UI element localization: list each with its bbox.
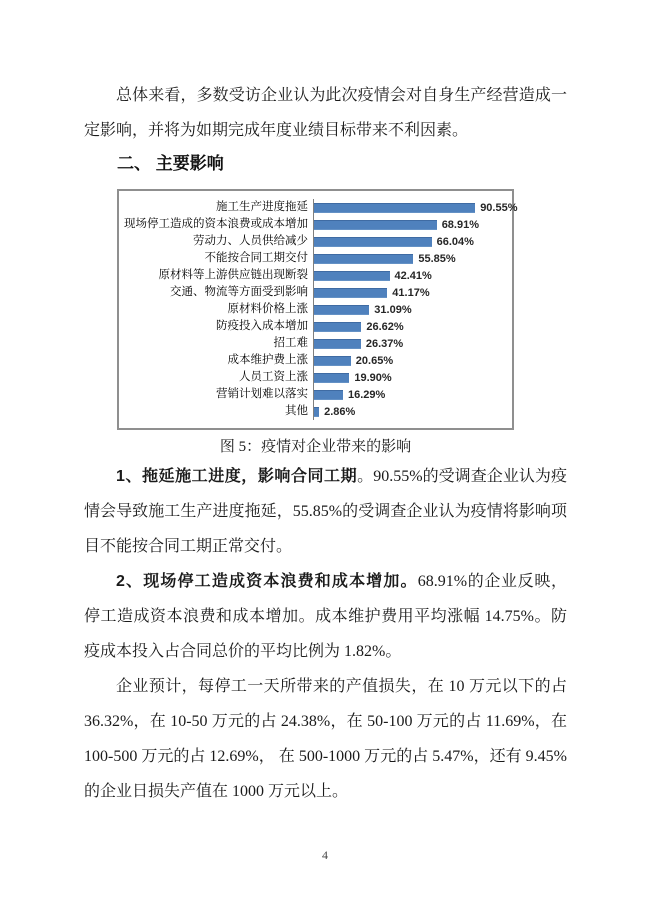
chart-bar	[314, 203, 475, 213]
chart-value-label: 66.04%	[436, 235, 474, 248]
chart-bar	[314, 356, 351, 366]
chart-bar-track	[313, 284, 512, 301]
chart-row	[119, 216, 512, 233]
chart-bar-track	[313, 301, 512, 318]
chart-category-label: 原材料等上游供应链出现断裂	[158, 269, 308, 281]
chart-bar	[314, 288, 387, 298]
chart-category-label: 招工难	[273, 337, 308, 349]
chart-row	[119, 250, 512, 267]
chart-bar	[314, 322, 361, 332]
chart-row	[119, 386, 512, 403]
chart-category-label: 原材料价格上涨	[227, 303, 308, 315]
body-paragraph: 1、拖延施工进度，影响合同工期。90.55%的受调查企业认为疫情会导致施工生产进度拖延，55.85%的受调查企业认为疫情将影响项目不能按合同工期正常交付。	[84, 468, 567, 555]
chart-bar-track	[313, 267, 512, 284]
paragraph-bold-lead: 2、现场停工造成资本浪费和成本增加。	[116, 573, 418, 590]
chart-value-label: 26.37%	[365, 337, 404, 350]
chart-value-label: 55.85%	[418, 252, 456, 265]
chart-category-label: 其他	[285, 405, 308, 417]
chart-row	[119, 352, 512, 369]
chart-category-label: 交通、物流等方面受到影响	[170, 286, 308, 298]
chart-bar-track	[313, 352, 512, 369]
paragraph-bold-lead: 1、拖延施工进度，影响合同工期	[116, 468, 358, 485]
chart-bar	[314, 407, 319, 417]
chart-row	[119, 403, 512, 420]
chart-row	[119, 369, 512, 386]
chart-category-label: 劳动力、人员供给减少	[193, 235, 308, 247]
chart-value-label: 41.17%	[392, 286, 430, 299]
chart-bar	[314, 339, 361, 349]
chart-value-label: 90.55%	[480, 201, 518, 214]
chart-bar	[314, 390, 343, 400]
chart-value-label: 2.86%	[324, 405, 356, 418]
chart-category-label: 施工生产进度拖延	[216, 201, 308, 213]
intro-paragraph: 总体来看，多数受访企业认为此次疫情会对自身生产经营造成一定影响，并将为如期完成年度业绩目标带来不利因素。	[84, 87, 567, 139]
section-heading: 二、 主要影响	[117, 154, 224, 173]
chart-category-label: 人员工资上涨	[239, 371, 308, 383]
chart-bar	[314, 373, 349, 383]
chart-bar	[314, 305, 369, 315]
chart-category-label: 不能按合同工期交付	[204, 252, 308, 264]
chart-row	[119, 199, 518, 216]
chart-bar-track	[313, 250, 512, 267]
body-paragraphs	[84, 459, 567, 809]
chart-bar	[314, 220, 437, 230]
chart-category-label: 现场停工造成的资本浪费或成本增加	[124, 218, 308, 230]
chart-bar	[314, 254, 413, 264]
chart-value-label: 19.90%	[354, 371, 392, 384]
chart-row	[119, 267, 512, 284]
chart-row	[119, 233, 512, 250]
chart-row	[119, 335, 512, 352]
impact-bar-chart	[117, 189, 518, 430]
chart-bar	[314, 271, 390, 281]
chart-row	[119, 301, 512, 318]
chart-bar-track	[313, 318, 512, 335]
chart-bar-track	[313, 335, 512, 352]
chart-row	[119, 284, 512, 301]
body-paragraph: 2、现场停工造成资本浪费和成本增加。68.91%的企业反映，停工造成资本浪费和成本增加。成本维护费用平均涨幅 14.75%。防疫成本投入占合同总价的平均比例为 1.82%。	[84, 573, 567, 660]
chart-value-label: 26.62%	[366, 320, 404, 333]
chart-value-label: 31.09%	[374, 303, 412, 316]
chart-plot-area	[119, 191, 518, 420]
chart-value-label: 68.91%	[441, 218, 479, 231]
page-number: 4	[322, 848, 328, 862]
chart-bar-track	[313, 216, 512, 233]
chart-value-label: 20.65%	[355, 354, 394, 367]
chart-value-label: 16.29%	[348, 388, 386, 401]
chart-bar-track	[313, 386, 512, 403]
chart-value-label: 42.41%	[394, 269, 432, 282]
chart-category-label: 成本维护费上涨	[227, 354, 308, 366]
chart-caption: 图 5：疫情对企业带来的影响	[219, 439, 412, 455]
chart-bar	[314, 237, 432, 247]
chart-bar-track	[313, 233, 512, 250]
chart-category-label: 防疫投入成本增加	[216, 320, 308, 332]
chart-bar-track	[313, 199, 518, 216]
body-paragraph: 企业预计，每停工一天所带来的产值损失，在 10 万元以下的占 36.32%，在 10-50 万元的占 24.38%，在 50-100 万元的占 11.69%，在 100-500 万元的占 12.69%， 在 500-1000 万元的占 5.47%，还有 9.45%的企业日损失产值在 1000 万元以上。	[84, 678, 567, 800]
chart-bar-track	[313, 403, 512, 420]
chart-row	[119, 318, 512, 335]
chart-bar-track	[313, 369, 512, 386]
chart-category-label: 营销计划难以落实	[216, 388, 308, 400]
